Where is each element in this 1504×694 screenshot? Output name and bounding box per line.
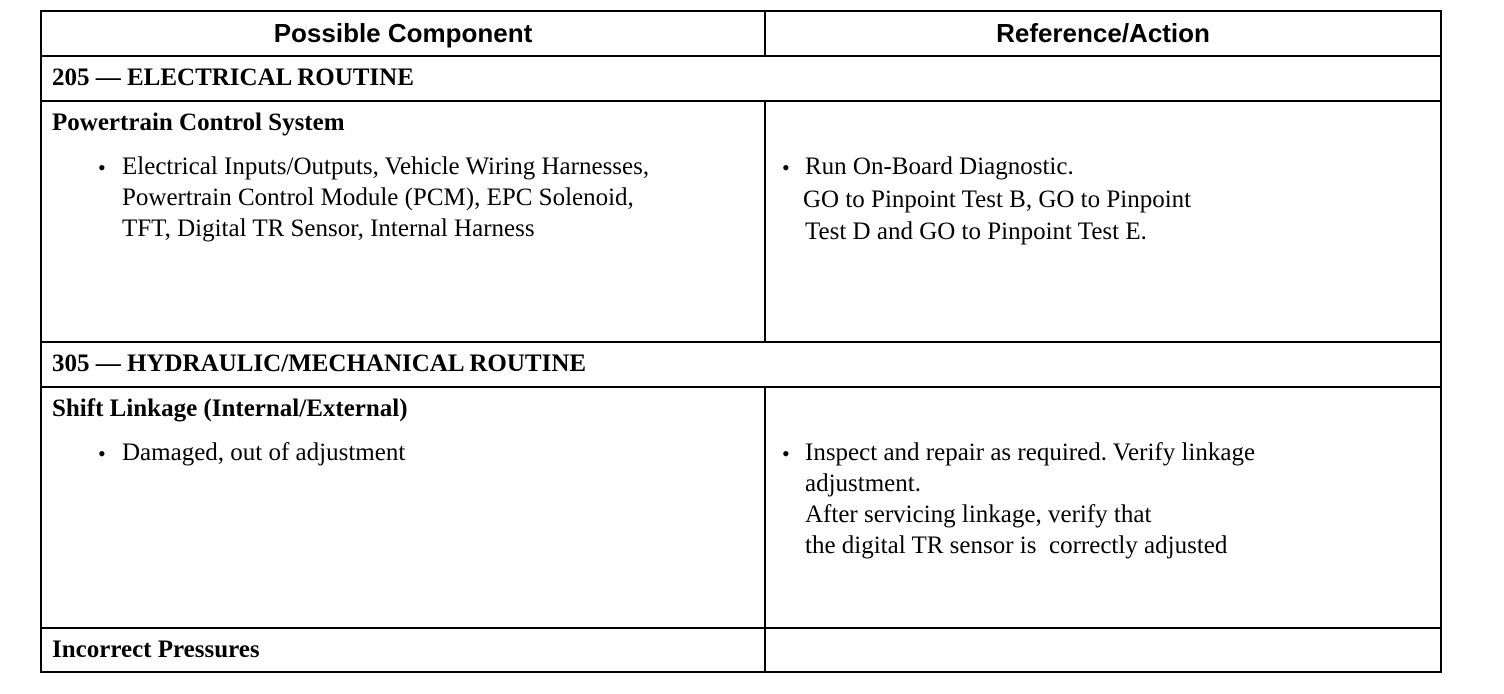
action-line: GO to Pinpoint Test B, GO to Pinpoint	[803, 186, 1192, 213]
component-detail-line: Damaged, out of adjustment	[122, 439, 406, 466]
component-detail-line: TFT, Digital TR Sensor, Internal Harness	[122, 215, 535, 242]
diagnostic-table	[40, 10, 1442, 673]
bullet: •	[782, 155, 790, 180]
section-title-electrical: 205 — ELECTRICAL ROUTINE	[52, 64, 414, 91]
column-divider	[764, 100, 766, 342]
component-detail-line: Electrical Inputs/Outputs, Vehicle Wiring Harnesses,	[122, 153, 650, 180]
header-reference-action: Reference/Action	[996, 18, 1210, 48]
header-possible-component: Possible Component	[273, 18, 533, 48]
component-name: Powertrain Control System	[52, 109, 345, 136]
action-line: adjustment.	[805, 470, 921, 497]
action-line: Test D and GO to Pinpoint Test E.	[805, 218, 1147, 245]
action-line: Run On-Board Diagnostic.	[805, 153, 1074, 180]
component-name: Incorrect Pressures	[52, 636, 260, 663]
action-line: the digital TR sensor is correctly adjusted	[805, 532, 1228, 559]
action-line: After servicing linkage, verify that	[805, 501, 1152, 528]
section-title-hydraulic: 305 — HYDRAULIC/MECHANICAL ROUTINE	[52, 350, 587, 377]
action-line: Inspect and repair as required. Verify linkage	[805, 439, 1256, 466]
bullet: •	[782, 441, 790, 466]
component-name: Shift Linkage (Internal/External)	[52, 395, 408, 422]
column-divider	[764, 386, 766, 629]
column-divider	[764, 627, 766, 673]
bullet: •	[98, 155, 106, 180]
bullet: •	[98, 441, 106, 466]
component-detail-line: Powertrain Control Module (PCM), EPC Solenoid,	[122, 184, 634, 211]
